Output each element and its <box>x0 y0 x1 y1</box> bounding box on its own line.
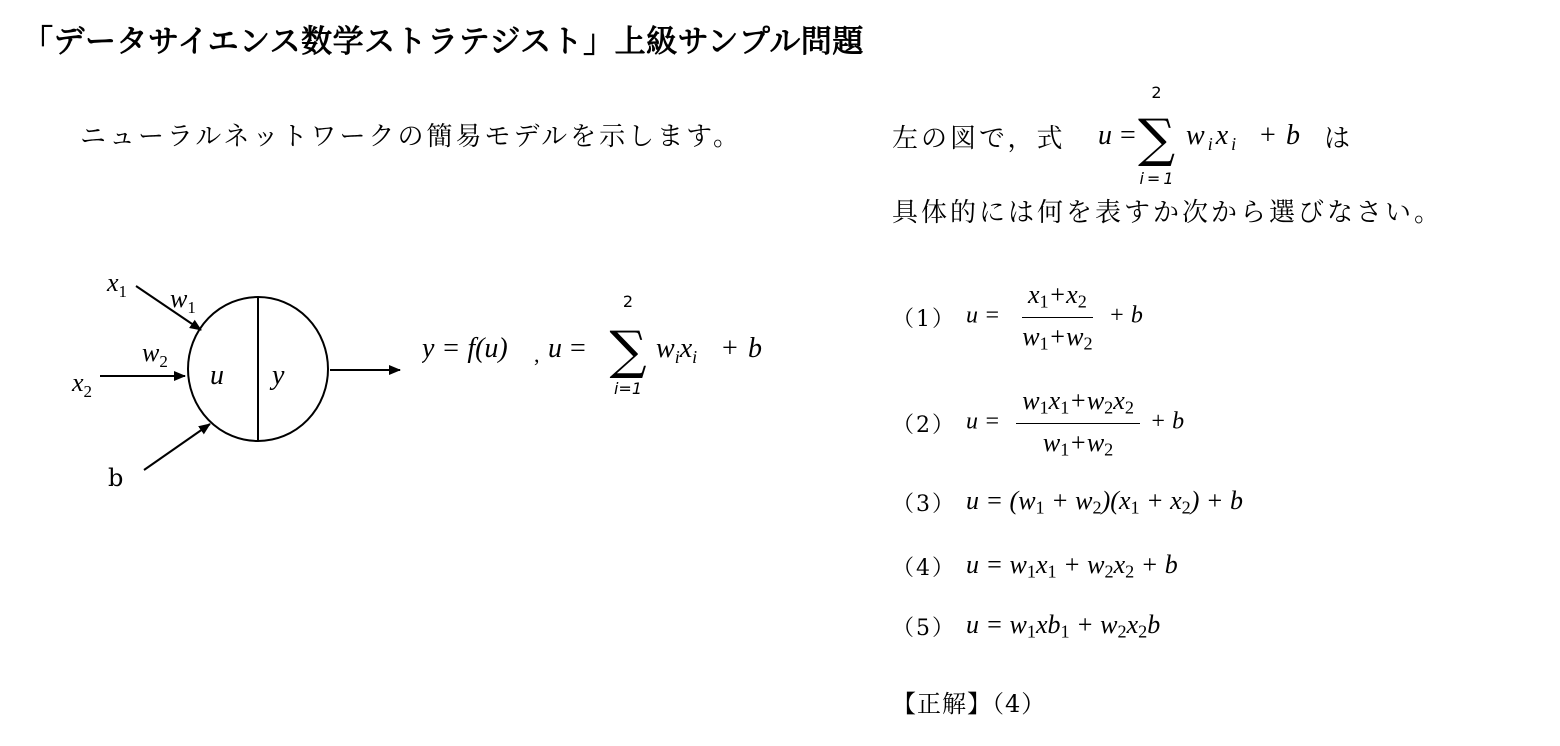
option-number: （5） <box>892 615 956 641</box>
option-5 <box>892 610 1160 643</box>
option-number: （4） <box>892 555 956 581</box>
sum-upper-limit: 2 <box>622 292 634 311</box>
option-number: （3） <box>892 491 956 517</box>
question-line-2: 具体的には何を表すか次から選びなさい。 <box>892 198 1444 228</box>
question-line-1 <box>892 80 1552 192</box>
svg-text:b: b <box>1286 120 1303 151</box>
question-prefix: 左の図で，式 <box>892 124 1066 154</box>
option-number: （2） <box>892 412 956 438</box>
svg-text:+: + <box>1260 120 1279 151</box>
option-number: （1） <box>892 306 956 332</box>
svg-text:x2: $x_2$ <box>72 368 93 401</box>
weight-w2-label: w <box>142 338 160 367</box>
option-3 <box>892 486 1243 519</box>
svg-text:=: = <box>570 333 586 364</box>
question-sum-formula <box>1092 80 1362 192</box>
page-title: 「データサイエンス数学ストラテジスト」上級サンプル問題 <box>22 24 864 60</box>
svg-text:u: u <box>548 333 562 364</box>
svg-text:wixi: $w_ix_i$ <box>656 333 698 367</box>
node-u-label: u <box>210 360 224 391</box>
option-2 <box>892 386 1184 460</box>
y-definition: y = f(u) <box>422 333 508 364</box>
svg-text:wixi: $w_ix_i$ <box>1186 120 1240 154</box>
svg-text:u: u <box>1098 120 1115 151</box>
svg-text:x1: $x_1$ <box>107 268 128 301</box>
node-y-label: y <box>272 360 285 391</box>
weight-w1-label: w <box>170 284 188 313</box>
intro-text: ニューラルネットワークの簡易モデルを示します。 <box>80 122 743 152</box>
question-suffix: は <box>1324 124 1354 154</box>
option-formula: $u = (w_1 + w_2)(x_1 + x_2) + b$ <box>966 486 1243 518</box>
sum-lower-limit: i=1 <box>1139 169 1177 188</box>
svg-text:b: b <box>748 333 762 364</box>
svg-text:∑: ∑ <box>609 321 647 381</box>
activation-formula <box>422 290 782 410</box>
bias-label: b <box>108 464 124 492</box>
svg-text:=: = <box>1120 120 1139 151</box>
question-block <box>892 80 1552 229</box>
bias-arrow <box>144 424 210 470</box>
option-formula: u = $\frac{x_1+x_2}{w_1+w_2}$ + b <box>966 280 1143 354</box>
svg-text:∑: ∑ <box>1137 109 1179 169</box>
svg-text:,: , <box>534 342 540 367</box>
option-formula: $u = w_1x_1 + w_2x_2 + b$ <box>966 550 1178 582</box>
svg-text:w1: $w_1$ <box>170 284 196 317</box>
option-formula: $u = w_1xb_1 + w_2x_2b$ <box>966 610 1161 642</box>
svg-text:+: + <box>722 333 738 364</box>
sum-upper-limit: 2 <box>1151 83 1165 102</box>
input-x2-label: x <box>72 368 84 397</box>
input-x1-label: x <box>107 268 119 297</box>
option-4 <box>892 550 1178 583</box>
neuron-diagram <box>60 260 480 500</box>
svg-text:w2: $w_2$ <box>142 338 168 371</box>
sum-lower-limit: i=1 <box>613 379 643 398</box>
answer-text: 【正解】（4） <box>892 690 1047 718</box>
option-formula: u = $\frac{w_1x_1+w_2x_2}{w_1+w_2}$ + b <box>966 386 1185 460</box>
option-1 <box>892 280 1143 354</box>
